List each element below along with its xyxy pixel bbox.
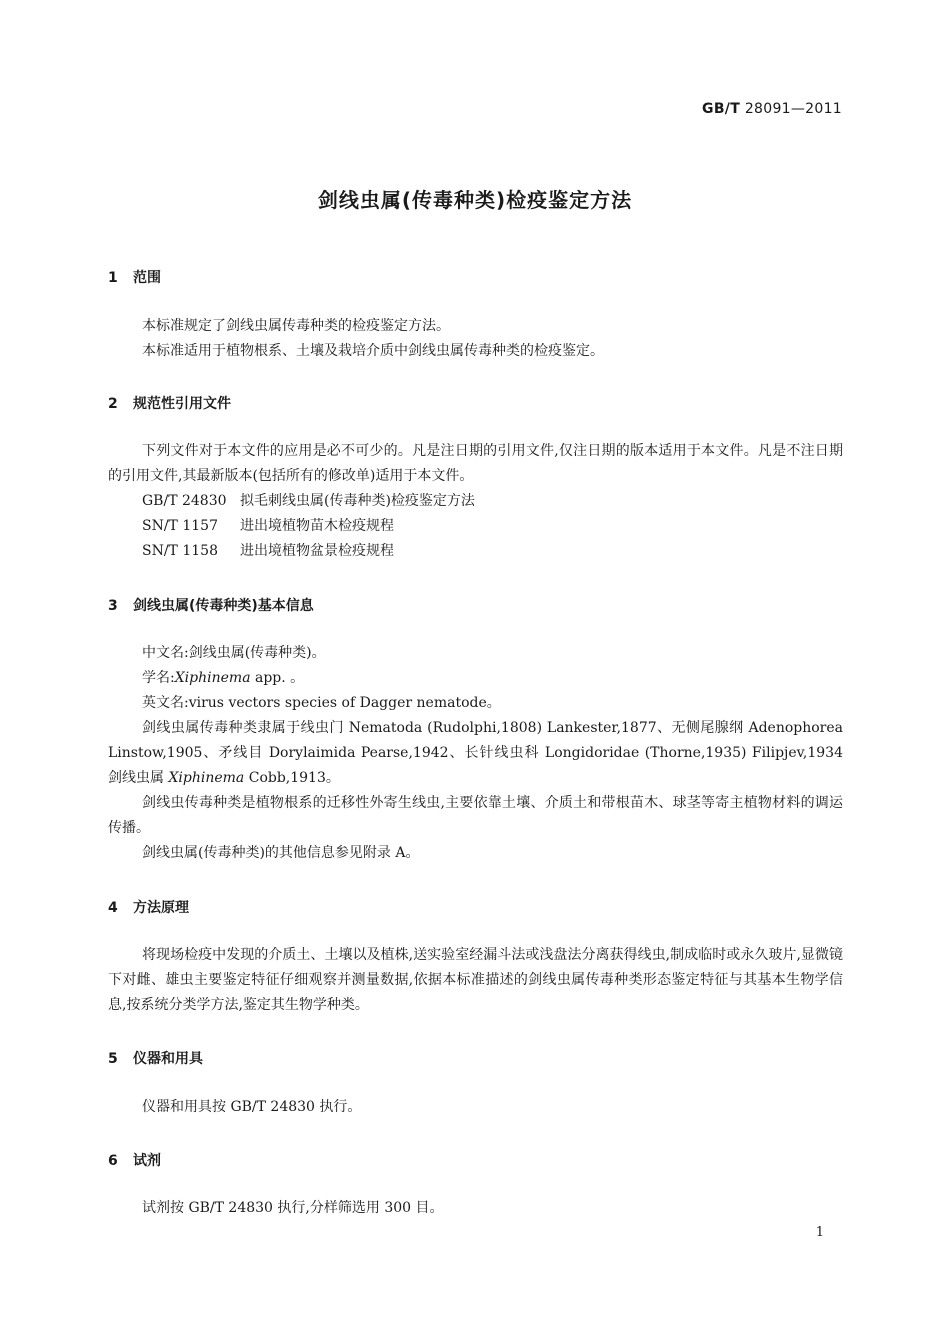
reference-item: SN/T 1157 进出境植物苗木检疫规程	[142, 518, 394, 534]
taxonomy-paragraph: 剑线虫属传毒种类隶属于线虫门 Nematoda (Rudolphi,1808) Lankester,1877、无侧尾腺纲 Adenophorea Linstow,1905、矛线目 Dorylaimida Pearse,1942、长针线虫科 Longidoridae (Thorne,1935) Filipjev,1934 剑线虫属 Xiphinema Cobb,1913。	[108, 720, 843, 786]
appendix-reference: 剑线虫属(传毒种类)的其他信息参见附录 A。	[142, 845, 420, 861]
section-2-intro: 下列文件对于本文件的应用是必不可少的。凡是注日期的引用文件,仅注日期的版本适用于本文件。凡是不注日期的引用文件,其最新版本(包括所有的修改单)适用于本文件。	[108, 443, 843, 484]
section-5-heading: 5 仪器和用具	[108, 1051, 203, 1067]
section-6-heading: 6 试剂	[108, 1153, 161, 1169]
page-number: 1	[815, 1225, 824, 1240]
english-name-line: 英文名:virus vectors species of Dagger nematode。	[142, 695, 501, 711]
document-title: 剑线虫属(传毒种类)检疫鉴定方法	[317, 188, 633, 212]
section-4-paragraph: 将现场检疫中发现的介质土、土壤以及植株,送实验室经漏斗法或浅盘法分离获得线虫,制成临时或永久玻片,显微镜下对雌、雄虫主要鉴定特征仔细观察并测量数据,依据本标准描述的剑线虫属传毒种类形态鉴定特征与其基本生物学信息,按系统分类学方法,鉴定其生物学种类。	[108, 947, 843, 1013]
reference-item: GB/T 24830 拟毛刺线虫属(传毒种类)检疫鉴定方法	[142, 493, 475, 509]
section-6-paragraph: 试剂按 GB/T 24830 执行,分样筛选用 300 目。	[142, 1200, 444, 1216]
section-4-heading: 4 方法原理	[108, 900, 189, 916]
reference-item: SN/T 1158 进出境植物盆景检疫规程	[142, 543, 394, 559]
section-3-heading: 3 剑线虫属(传毒种类)基本信息	[108, 598, 314, 614]
standard-code-header: GB/T 28091—2011	[702, 101, 842, 117]
section-1-paragraph: 本标准规定了剑线虫属传毒种类的检疫鉴定方法。	[142, 318, 450, 334]
habit-paragraph: 剑线虫传毒种类是植物根系的迁移性外寄生线虫,主要依靠土壤、介质土和带根苗木、球茎等寄主植物材料的调运传播。	[108, 795, 843, 836]
chinese-name-line: 中文名:剑线虫属(传毒种类)。	[142, 645, 326, 661]
section-5-paragraph: 仪器和用具按 GB/T 24830 执行。	[142, 1099, 362, 1115]
section-1-paragraph: 本标准适用于植物根系、土壤及栽培介质中剑线虫属传毒种类的检疫鉴定。	[142, 343, 604, 359]
scientific-name-line: 学名:Xiphinema app. 。	[142, 670, 305, 686]
section-1-heading: 1 范围	[108, 270, 161, 286]
section-2-heading: 2 规范性引用文件	[108, 396, 231, 412]
